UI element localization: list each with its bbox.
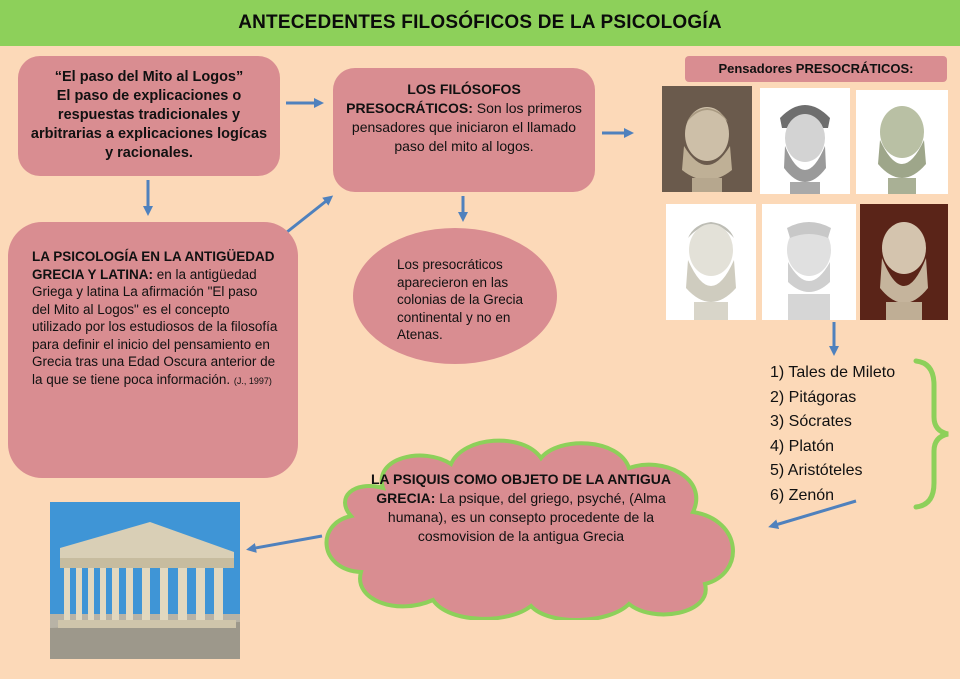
psicologia-antiguedad-box	[8, 222, 298, 478]
psiquis-heading: LA PSIQUIS COMO OBJETO DE LA ANTIGUA GRECIA:	[371, 471, 671, 506]
presocraticos-label: Pensadores PRESOCRÁTICOS:	[685, 56, 947, 82]
list-item: 1) Tales de Mileto	[770, 364, 896, 381]
psiquis-text	[366, 470, 676, 546]
list-item: 4) Platón	[770, 437, 835, 455]
thinkers-list	[770, 361, 895, 508]
portrait-socrates	[856, 90, 948, 194]
mito-logos-box	[18, 56, 280, 176]
arrow-cloud-to-temple	[250, 536, 322, 549]
portrait-platon	[666, 204, 756, 320]
psiquis-body: La psique, del griego, psyché, (Alma humana), es un consepto procedente de la cosmovision de la antigua Grecia	[387, 490, 666, 544]
psicologia-citation: (J., 1997)	[233, 375, 272, 386]
mito-logos-title: “El paso del Mito al Logos”	[54, 69, 244, 85]
psicologia-body: en la antigüedad Griega y latina La afirmación "El paso del Mito al Logos" es el concepto utilizado por los estudiosos de la filosofía para definir el inicio del pensamiento en Grecia tras una Edad Oscura anterior de la que se tiene poca información.	[32, 266, 278, 387]
list-item: 5) Aristóteles	[770, 462, 863, 479]
portrait-tales	[662, 86, 752, 192]
psicologia-heading: LA PSICOLOGÍA EN LA ANTIGÜEDAD GRECIA Y LATINA:	[32, 249, 275, 282]
list-item: 2) Pitágoras	[770, 388, 857, 406]
brace-icon	[898, 355, 954, 513]
colonias-ellipse	[353, 228, 557, 364]
portrait-aristoteles	[762, 204, 856, 320]
presocraticos-body: Son los primeros pensadores que iniciaron el llamado paso del mito al logos.	[351, 100, 582, 154]
header-bar	[0, 0, 960, 46]
page-title: ANTECEDENTES FILOSÓFICOS DE LA PSICOLOGÍA	[238, 12, 722, 33]
colonias-text: Los presocráticos aparecieron en las colonias de la Grecia continental y no en Atenas.	[397, 257, 524, 342]
portrait-zenon	[860, 204, 948, 320]
parthenon-image	[50, 502, 240, 659]
portrait-pitagoras	[760, 88, 850, 194]
mito-logos-body: El paso de explicaciones o respuestas tradicionales y arbitrarias a explicaciones logícas y racionales.	[30, 88, 268, 161]
arrow-psico-to-preso	[287, 198, 330, 232]
list-item: 6) Zenón	[770, 486, 835, 504]
list-item: 3) Sócrates	[770, 413, 852, 430]
presocraticos-box	[333, 68, 595, 192]
presocraticos-heading: LOS FILÓSOFOS PRESOCRÁTICOS:	[346, 81, 521, 116]
